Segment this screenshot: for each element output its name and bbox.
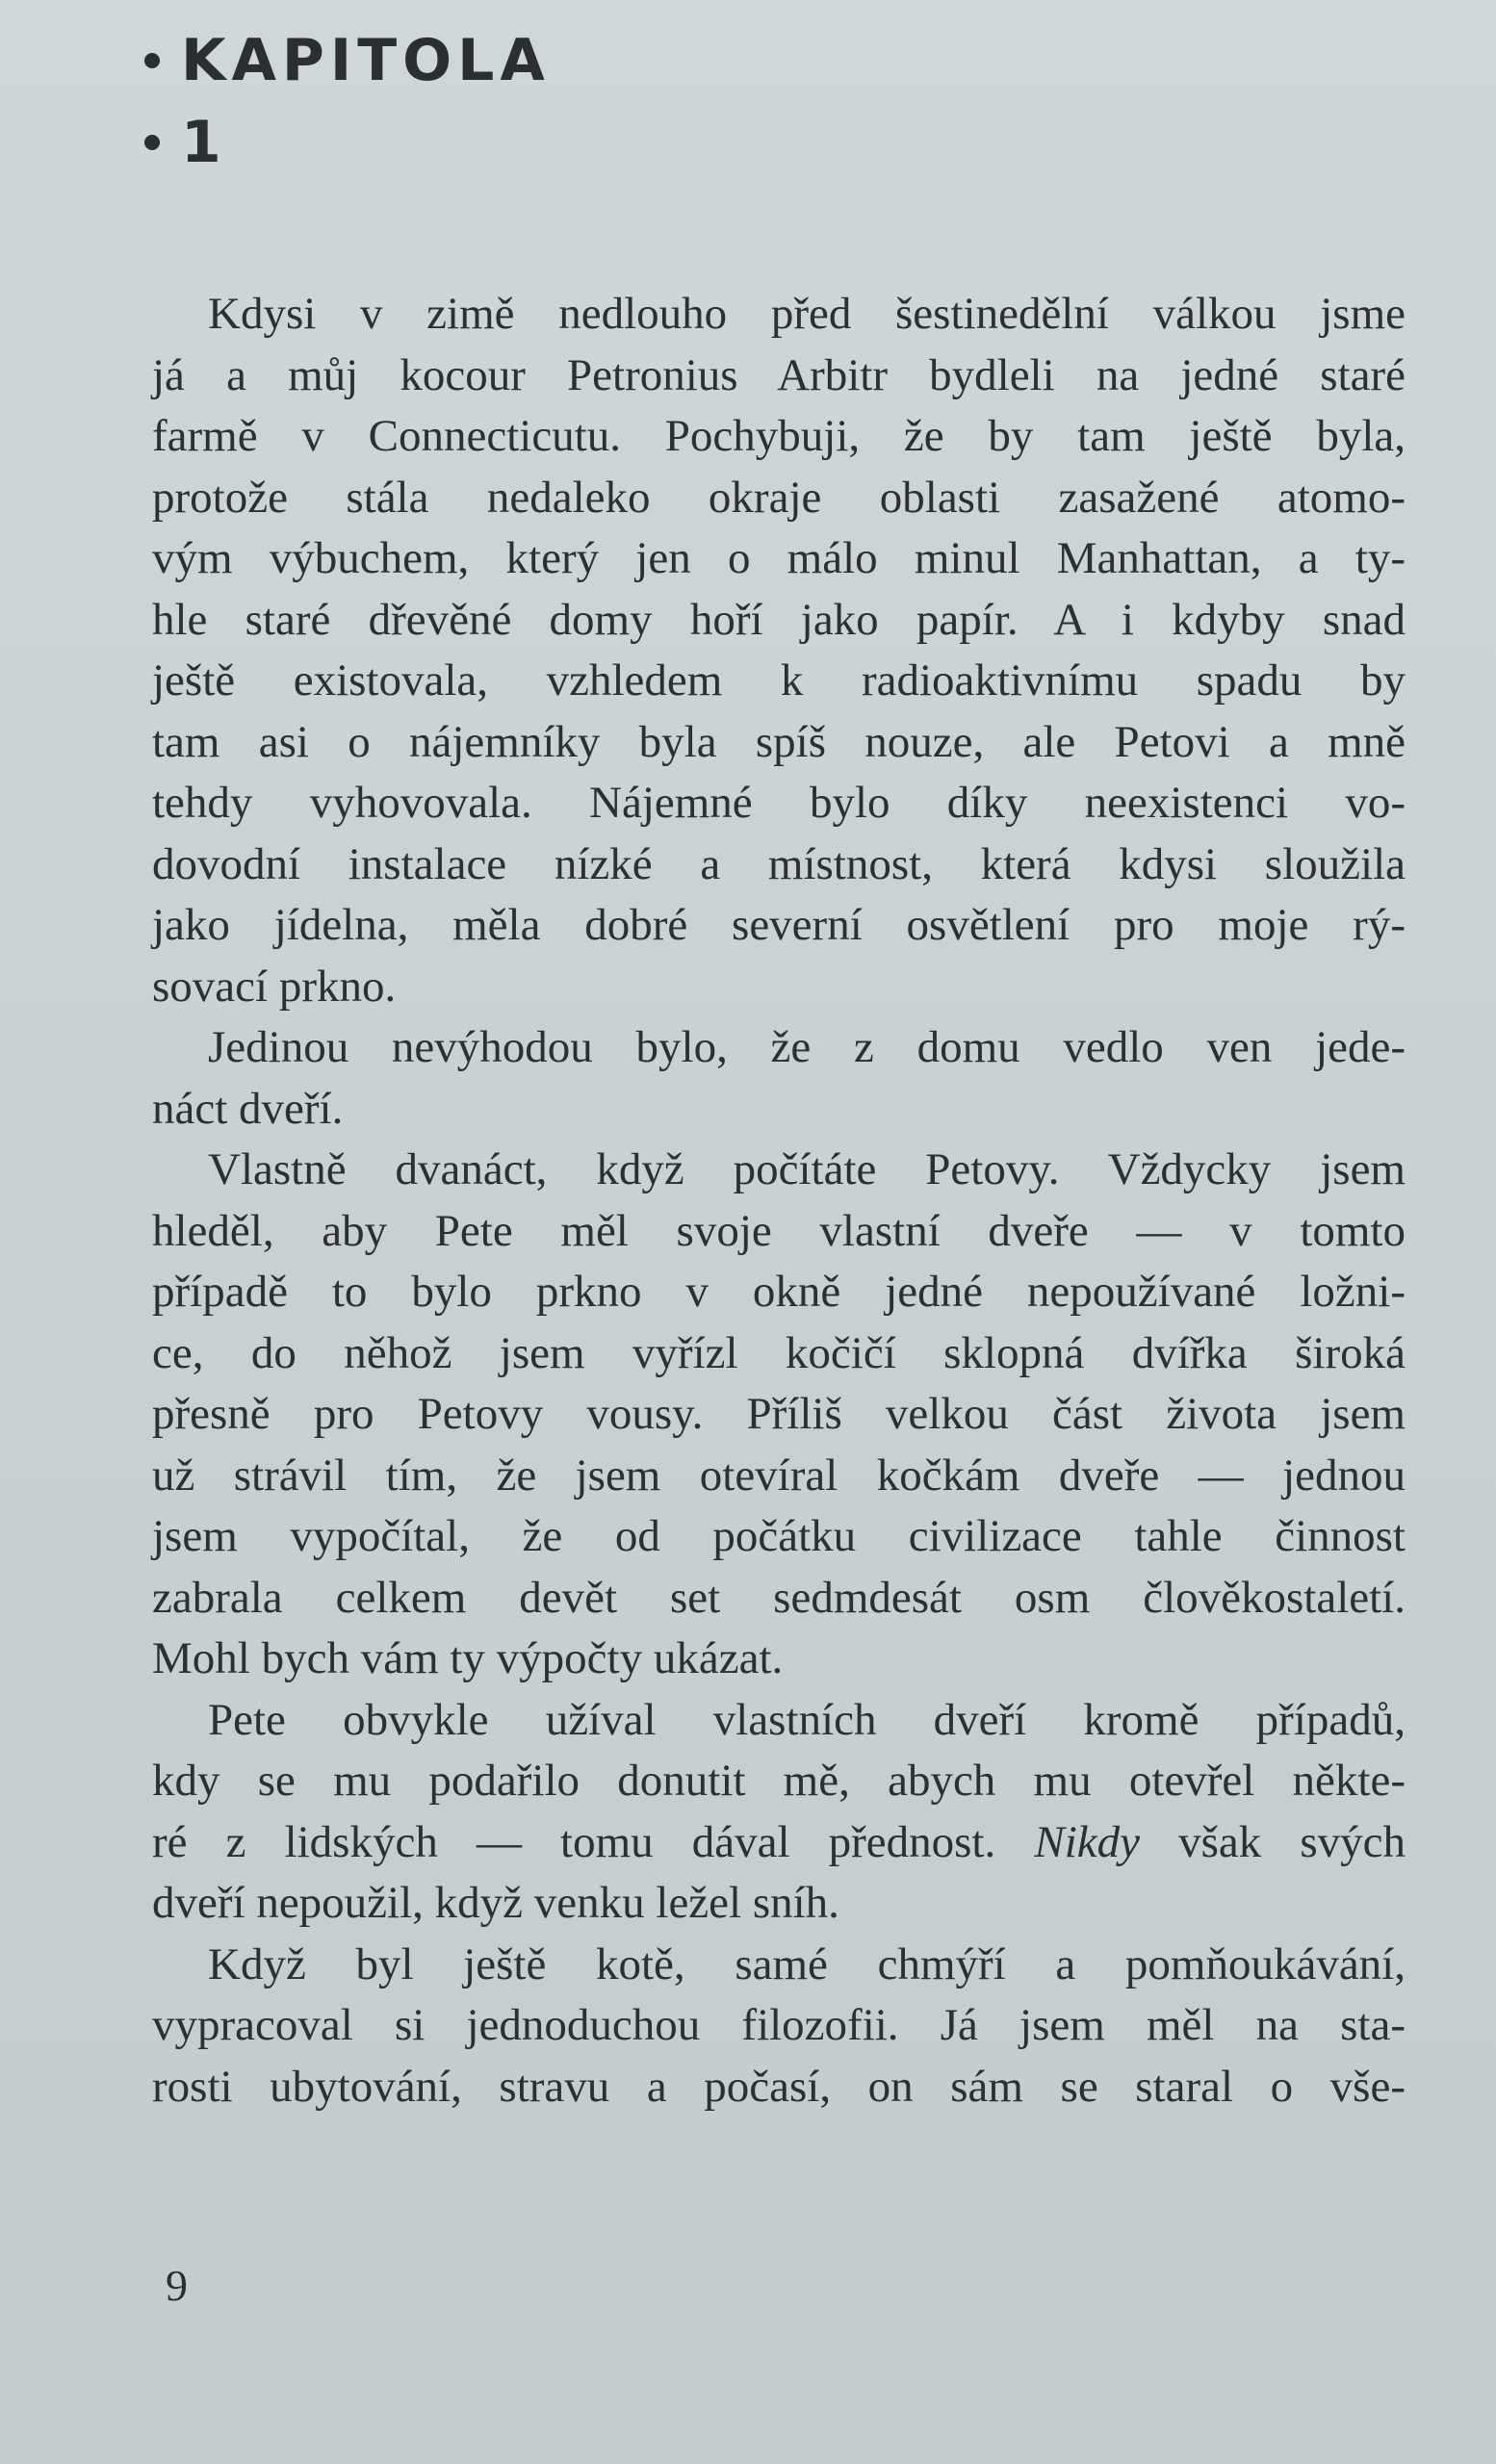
text-line: Kdysi v zimě nedlouho před šestinedělní válkou jsme — [208, 289, 1406, 339]
text-line: ještě existovala, vzhledem k radioaktivnímu spadu by — [152, 655, 1406, 706]
text-line: protože stála nedaleko okraje oblasti zasažené atomo- — [152, 472, 1406, 523]
text-line: už strávil tím, že jsem otevíral kočkám dveře — jednou — [152, 1450, 1406, 1501]
text-line: farmě v Connecticutu. Pochybuji, že by tam ještě byla, — [152, 411, 1406, 461]
text-line: hle staré dřevěné domy hoří jako papír. A i kdyby snad — [152, 594, 1406, 645]
bullet-icon — [144, 53, 160, 68]
emphasized-word: Nikdy — [1034, 1816, 1140, 1867]
text-line: sovací prkno. — [152, 961, 397, 1012]
chapter-label-line — [144, 19, 551, 101]
chapter-heading — [144, 19, 551, 183]
text-line: dovodní instalace nízké a místnost, která kdysi sloužila — [152, 838, 1406, 889]
text-line: jako jídelna, měla dobré severní osvětlení pro moje rý- — [152, 900, 1406, 950]
text-line: Vlastně dvanáct, když počítáte Petovy. Vždycky jsem — [208, 1144, 1406, 1194]
text-line: kdy se mu podařilo donutit mě, abych mu otevřel někte- — [152, 1756, 1406, 1806]
paragraph-4 — [96, 1690, 1406, 1935]
text-line: vypracoval si jednoduchou filozofii. Já jsem měl na sta- — [152, 2000, 1406, 2050]
text-segment: ré z lidských — tomu dával přednost. — [152, 1816, 1035, 1867]
text-line: zabrala celkem devět set sedmdesát osm člověkostaletí. — [152, 1572, 1406, 1623]
page-number: 9 — [166, 2261, 188, 2310]
text-line: hleděl, aby Pete měl svoje vlastní dveře — v tomto — [152, 1205, 1406, 1256]
text-line: Pete obvykle užíval vlastních dveří kromě případů, — [208, 1694, 1406, 1745]
text-line: Mohl bych vám ty výpočty ukázat. — [152, 1633, 784, 1683]
paragraph-1 — [96, 284, 1406, 1017]
text-line-with-emphasis — [96, 1812, 1406, 1874]
chapter-number: 1 — [181, 108, 221, 176]
chapter-label: KAPITOLA — [181, 26, 551, 94]
chapter-number-line — [144, 101, 551, 183]
text-segment: však svých — [1139, 1816, 1406, 1867]
text-line: Jedinou nevýhodou bylo, že z domu vedlo ven jede- — [208, 1022, 1406, 1072]
bullet-icon — [144, 135, 160, 150]
text-line: tam asi o nájemníky byla spíš nouze, ale Petovi a mně — [152, 716, 1406, 767]
paragraph-5 — [96, 1935, 1406, 2118]
text-line: přesně pro Petovy vousy. Příliš velkou část života jsem — [152, 1389, 1406, 1439]
paragraph-2 — [96, 1017, 1406, 1140]
text-line: rosti ubytování, stravu a počasí, on sám se staral o vše- — [152, 2061, 1406, 2112]
text-line: případě to bylo prkno v okně jedné nepoužívané ložni- — [152, 1267, 1406, 1317]
text-line: náct dveří. — [152, 1083, 344, 1134]
text-line: ce, do něhož jsem vyřízl kočičí sklopná dvířka široká — [152, 1327, 1406, 1378]
text-line: jsem vypočítal, že od počátku civilizace tahle činnost — [152, 1511, 1406, 1561]
text-line: dveří nepoužil, když venku ležel sníh. — [152, 1878, 839, 1928]
paragraph-3 — [96, 1140, 1406, 1690]
text-line: Když byl ještě kotě, samé chmýří a pomňoukávání, — [208, 1938, 1406, 1989]
text-line: vým výbuchem, který jen o málo minul Manhattan, a ty- — [152, 533, 1406, 583]
text-line: já a můj kocour Petronius Arbitr bydleli na jedné staré — [152, 349, 1406, 400]
chapter-body — [96, 284, 1406, 2118]
text-line: tehdy vyhovovala. Nájemné bylo díky neexistenci vo- — [152, 778, 1406, 828]
